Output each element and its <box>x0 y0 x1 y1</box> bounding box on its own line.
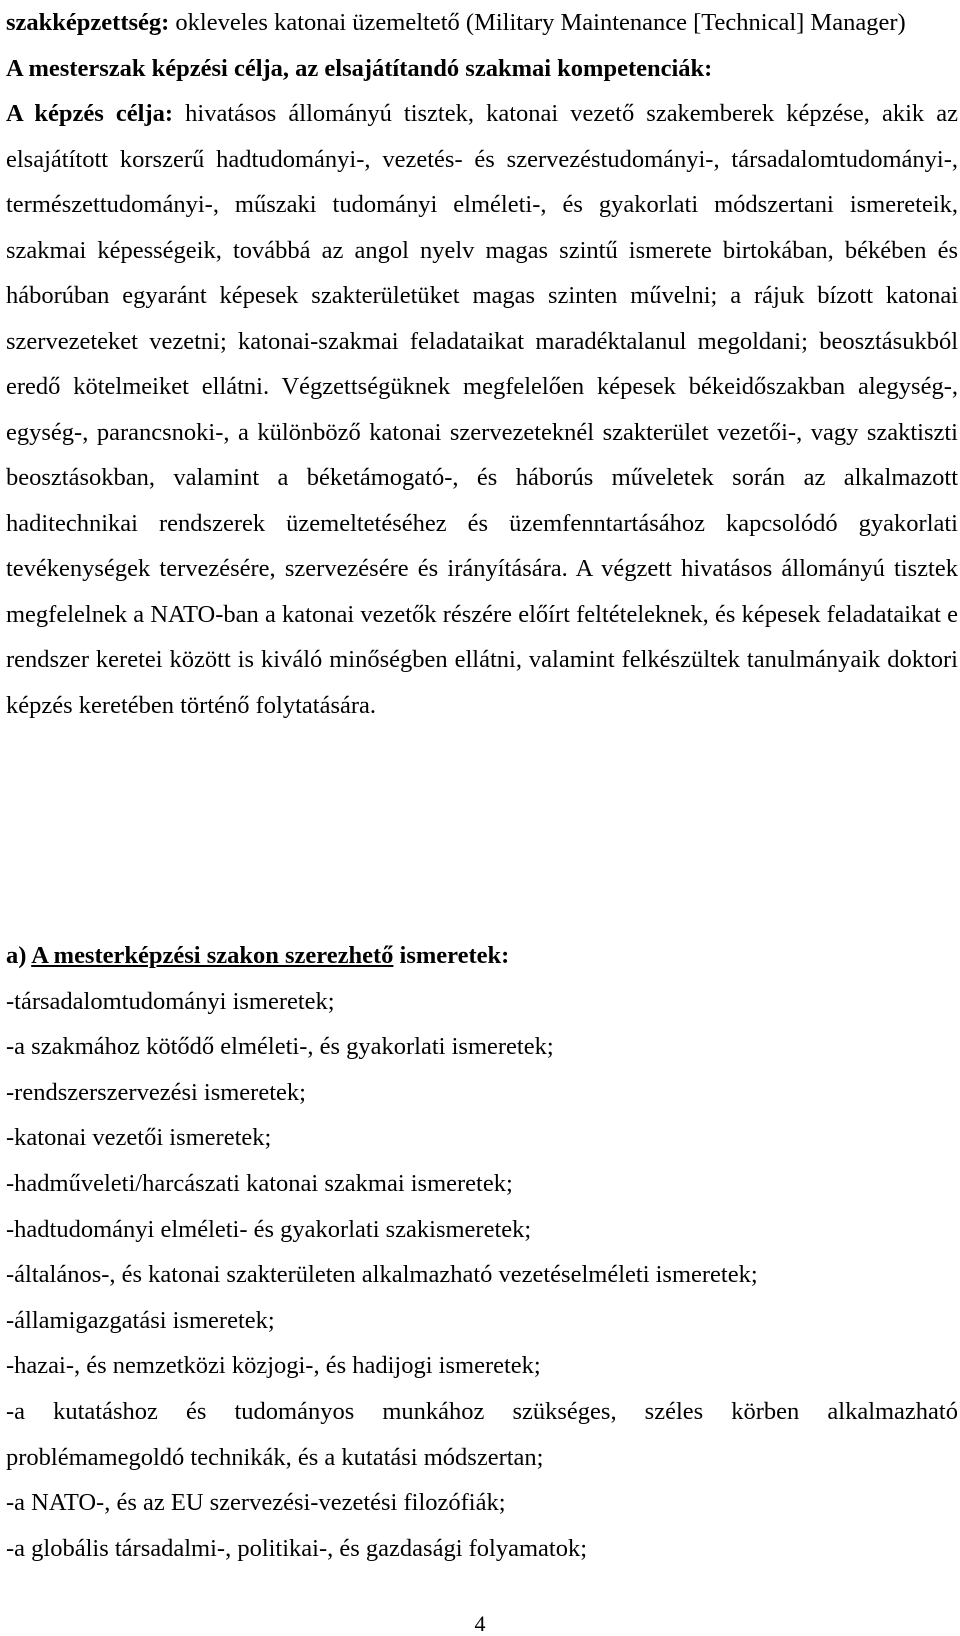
qualification-label: szakképzettség: <box>6 9 170 36</box>
section-title-suffix: ismeretek: <box>393 942 510 969</box>
competencies-heading: A mesterszak képzési célja, az elsajátítandó szakmai kompetenciák: <box>6 54 713 82</box>
qualification-paragraph <box>6 0 958 46</box>
list-item: -katonai vezetői ismeretek; <box>6 1124 272 1152</box>
list-item: -hadműveleti/harcászati katonai szakmai ismeretek; <box>6 1169 513 1197</box>
knowledge-list <box>6 979 958 1572</box>
training-goal-paragraph <box>6 91 958 728</box>
page-number: 4 <box>474 1611 486 1636</box>
list-item: -hadtudományi elméleti- és gyakorlati szakismeretek; <box>6 1215 532 1243</box>
list-item: -a kutatáshoz és tudományos munkához szükséges, széles körben alkalmazható problémamegoldó technikák, és a kutatási módszertan; <box>6 1397 958 1471</box>
list-item: -a szakmához kötődő elméleti-, és gyakorlati ismeretek; <box>6 1033 554 1061</box>
list-item: -államigazgatási ismeretek; <box>6 1306 275 1334</box>
training-goal-label: A képzés célja: <box>6 100 174 127</box>
section-title-prefix: a) <box>6 942 32 969</box>
list-item: -hazai-, és nemzetközi közjogi-, és hadijogi ismeretek; <box>6 1352 541 1380</box>
knowledge-section <box>6 933 958 1571</box>
knowledge-section-title <box>6 933 958 979</box>
list-item: -társadalomtudományi ismeretek; <box>6 987 335 1015</box>
training-goal-text: hivatásos állományú tisztek, katonai vezető szakemberek képzése, akik az elsajátított korszerű hadtudományi-, vezetés- és szervezéstudományi-, társadalomtudományi-, természettudományi-, műszaki tudományi elméleti-, és gyakorlati módszertani ismereteik, szakmai képességeik, továbbá az angol nyelv magas szintű ismerete birtokában, békében és háborúban egyaránt képesek szakterületüket magas szinten művelni; a rájuk bízott katonai szervezeteket vezetni; katonai-szakmai feladataikat maradéktalanul megoldani; beosztásukból eredő kötelmeiket ellátni. Végzettségüknek megfelelően képesek békeidőszakban alegység-, egység-, parancsnoki-, a különböző katonai szervezeteknél szakterület vezetői-, vagy szaktiszti beosztásokban, valamint a béketámogató-, és háborús műveletek során az alkalmazott haditechnikai rendszerek üzemeltetéséhez és üzemfenntartásához kapcsolódó gyakorlati tevékenységek tervezésére, szervezésére és irányítására. A végzett hivatásos állományú tisztek megfelelnek a NATO-ban a katonai vezetők részére előírt feltételeknek, és képesek feladataikat e rendszer keretei között is kiváló minőségben ellátni, valamint felkészültek tanulmányaik doktori képzés keretében történő folytatására. <box>6 100 958 719</box>
list-item: -a NATO-, és az EU szervezési-vezetési filozófiák; <box>6 1489 506 1517</box>
document-body <box>6 0 958 728</box>
list-item: -általános-, és katonai szakterületen alkalmazható vezetéselméleti ismeretek; <box>6 1261 758 1289</box>
list-item: -a globális társadalmi-, politikai-, és gazdasági folyamatok; <box>6 1534 588 1562</box>
qualification-value: okleveles katonai üzemeltető (Military Maintenance [Technical] Manager) <box>169 9 906 36</box>
list-item: -rendszerszervezési ismeretek; <box>6 1078 306 1106</box>
section-title-underlined: A mesterképzési szakon szerezhető <box>31 942 394 969</box>
